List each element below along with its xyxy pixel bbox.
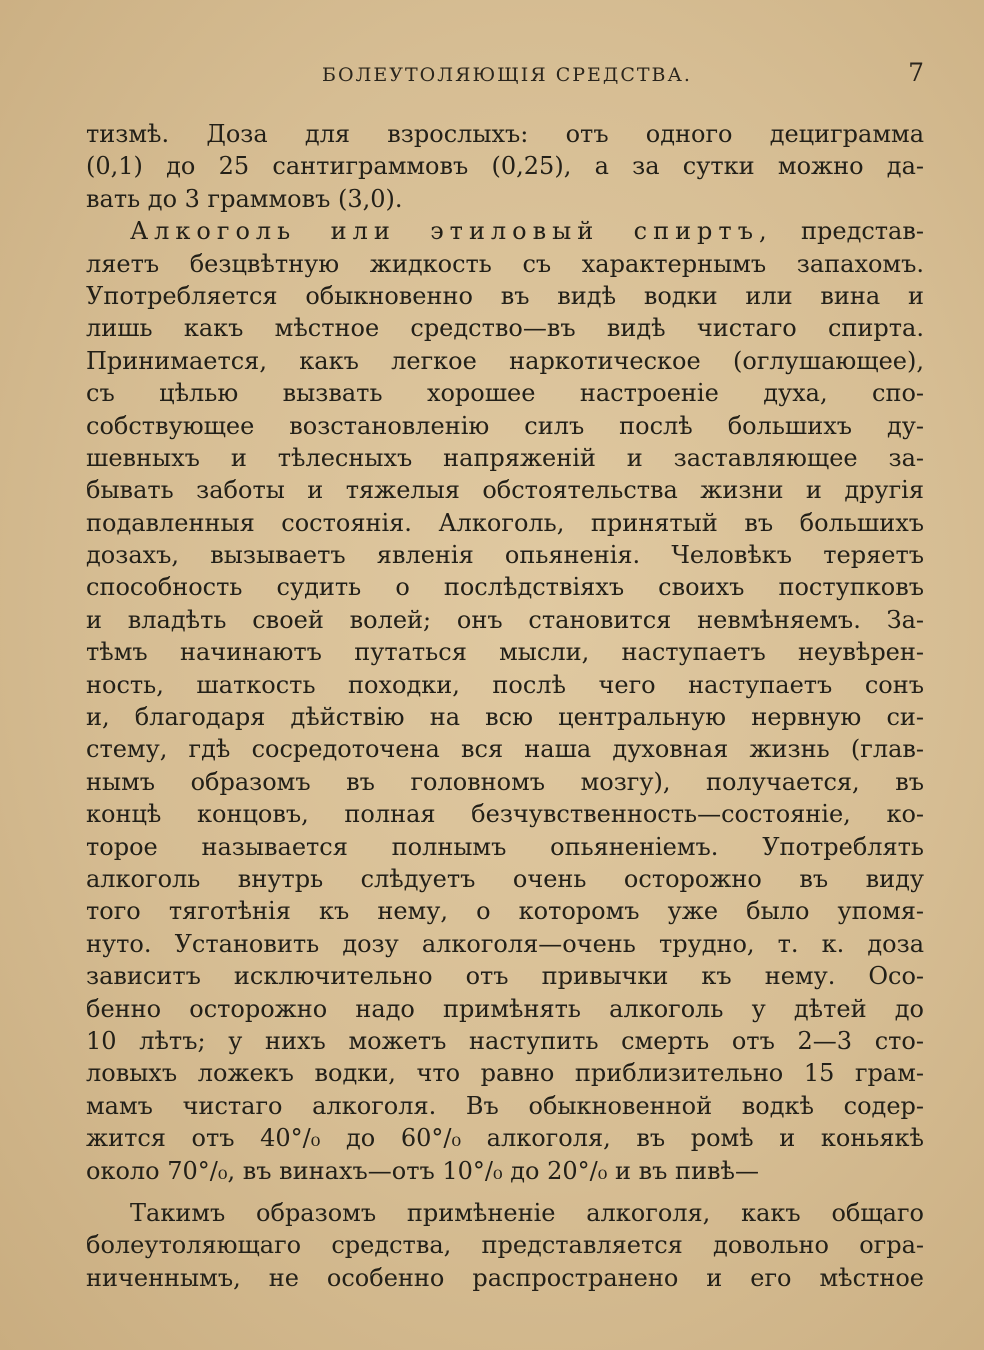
text-line: алкоголь внутрь слѣдуетъ очень осторожно въ виду <box>86 864 924 893</box>
text-line: нымъ образомъ въ головномъ мозгу), получается, въ <box>86 767 924 796</box>
text-line: Употребляется обыкновенно въ видѣ водки или вина и <box>86 281 924 310</box>
text-line: подавленныя состоянія. Алкоголь, принятый въ большихъ <box>86 508 924 537</box>
text-line: дозахъ, вызываетъ явленія опьяненія. Человѣкъ теряетъ <box>86 541 924 570</box>
text-line: болеутоляющаго средства, представляется довольно огра- <box>86 1231 924 1260</box>
text-line: и владѣть своей волей; онъ становится невмѣняемъ. За- <box>86 605 924 634</box>
paragraph-gap <box>86 1187 924 1197</box>
text-line: (0,1) до 25 сантиграммовъ (0,25), а за сутки можно да- <box>86 152 924 181</box>
text-line: концѣ концовъ, полная безчувственность—состояніе, ко- <box>86 800 924 829</box>
text-line: тѣмъ начинаютъ путаться мысли, наступаетъ неувѣрен- <box>86 638 924 667</box>
spaced-term: Алкоголь или этиловый спиртъ, <box>130 217 773 246</box>
text-line: съ цѣлью вызвать хорошее настроеніе духа, спо- <box>86 379 924 408</box>
text-line: бенно осторожно надо примѣнять алкоголь у дѣтей до <box>86 994 924 1023</box>
page-number: 7 <box>908 58 924 87</box>
text-line: 10 лѣтъ; у нихъ можетъ наступить смерть отъ 2—3 сто- <box>86 1026 924 1055</box>
text-line: Такимъ образомъ примѣненіе алкоголя, какъ общаго <box>130 1198 924 1227</box>
text-line: ляетъ безцвѣтную жидкость съ характернымъ запахомъ. <box>86 249 924 278</box>
text-line: того тяготѣнія къ нему, о которомъ уже было упомя- <box>86 897 924 926</box>
paragraph-1 <box>86 118 924 215</box>
text-line: собствующее возстановленію силъ послѣ большихъ ду- <box>86 411 924 440</box>
page-header <box>86 58 924 94</box>
text-line: вать до 3 граммовъ (3,0). <box>86 184 403 213</box>
text-line: тизмѣ. Доза для взрослыхъ: отъ одного дециграмма <box>86 120 924 148</box>
text-line: около 70°/₀, въ винахъ—отъ 10°/₀ до 20°/₀ и въ пивѣ— <box>86 1156 759 1185</box>
text-line: способность судить о послѣдствіяхъ своихъ поступковъ <box>86 573 924 602</box>
text-line: жится отъ 40°/₀ до 60°/₀ алкоголя, въ ромѣ и коньякѣ <box>86 1124 924 1153</box>
text-line: лишь какъ мѣстное средство—въ видѣ чистаго спирта. <box>86 314 924 343</box>
text-fragment: представ- <box>801 217 924 246</box>
running-title: БОЛЕУТОЛЯЮЩІЯ СРЕДСТВА. <box>322 64 692 86</box>
text-line: ловыхъ ложекъ водки, что равно приблизительно 15 грам- <box>86 1059 924 1088</box>
text-line: и, благодаря дѣйствію на всю центральную нервную си- <box>86 703 924 732</box>
text-line: ность, шаткость походки, послѣ чего наступаетъ сонъ <box>86 670 924 699</box>
paragraph-2 <box>86 215 924 1187</box>
text-line: мамъ чистаго алкоголя. Въ обыкновенной водкѣ содер- <box>86 1091 924 1120</box>
text-line: стему, гдѣ сосредоточена вся наша духовная жизнь (глав- <box>86 735 924 764</box>
text-line: Принимается, какъ легкое наркотическое (оглушающее), <box>86 346 924 375</box>
text-line-first <box>86 215 924 247</box>
text-line: зависитъ исключительно отъ привычки къ нему. Осо- <box>86 962 924 991</box>
text-line: бывать заботы и тяжелыя обстоятельства жизни и другія <box>86 476 924 505</box>
paragraph-3 <box>86 1197 924 1294</box>
text-line: шевныхъ и тѣлесныхъ напряженій и заставляющее за- <box>86 443 924 472</box>
body-text <box>86 118 924 1294</box>
text-line: нуто. Установить дозу алкоголя—очень трудно, т. к. доза <box>86 929 924 958</box>
text-line: ниченнымъ, не особенно распространено и его мѣстное <box>86 1263 924 1292</box>
text-line: торое называется полнымъ опьяненіемъ. Употреблять <box>86 832 924 861</box>
